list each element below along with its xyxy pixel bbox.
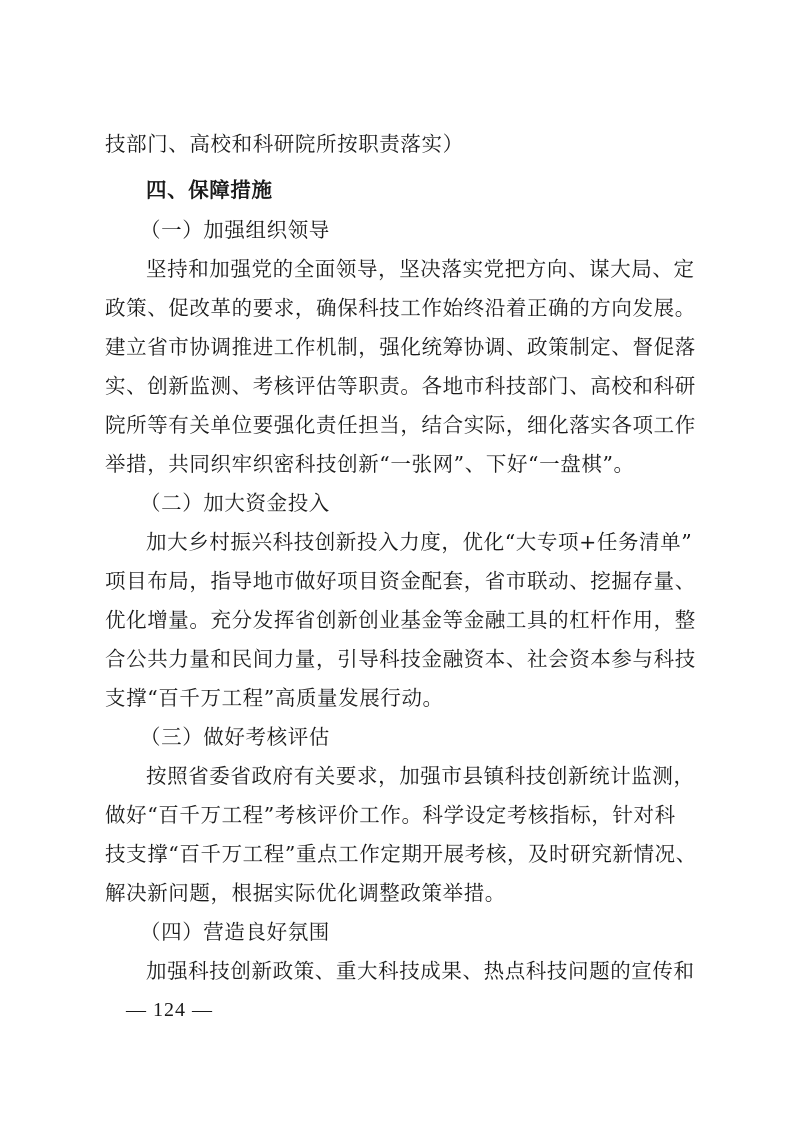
paragraph-line: 加大乡村振兴科技创新投入力度，优化“大专项+任务清单” bbox=[146, 530, 693, 554]
paragraph-line: 加强科技创新政策、重大科技成果、热点科技问题的宣传和 bbox=[146, 959, 695, 983]
paragraph-line: 举措，共同织牢织密科技创新“一张网”、下好“一盘棋”。 bbox=[105, 452, 635, 476]
paragraph-line: 院所等有关单位要强化责任担当，结合实际，细化落实各项工作 bbox=[105, 413, 696, 437]
paragraph-line: 技支撑“百千万工程”重点工作定期开展考核，及时研究新情况、 bbox=[105, 842, 697, 866]
paragraph-line: 支撑“百千万工程”高质量发展行动。 bbox=[105, 686, 444, 710]
paragraph-line: 优化增量。充分发挥省创新创业基金等金融工具的杠杆作用，整 bbox=[105, 608, 696, 632]
subsection-heading-2: （二）加大资金投入 bbox=[140, 491, 330, 515]
paragraph-line: 项目布局，指导地市做好项目资金配套，省市联动、挖掘存量、 bbox=[105, 569, 696, 593]
paragraph-continuation-line: 技部门、高校和科研院所按职责落实） bbox=[105, 132, 464, 156]
paragraph-line: 做好“百千万工程”考核评价工作。科学设定考核指标，针对科 bbox=[105, 803, 676, 827]
section-heading: 四、保障措施 bbox=[146, 178, 273, 202]
paragraph-line: 合公共力量和民间力量，引导科技金融资本、社会资本参与科技 bbox=[105, 647, 696, 671]
paragraph-line: 实、创新监测、考核评估等职责。各地市科技部门、高校和科研 bbox=[105, 374, 696, 398]
subsection-heading-1: （一）加强组织领导 bbox=[140, 218, 330, 242]
subsection-heading-4: （四）营造良好氛围 bbox=[140, 920, 330, 944]
paragraph-line: 解决新问题，根据实际优化调整政策举措。 bbox=[105, 881, 506, 905]
paragraph-line: 按照省委省政府有关要求，加强市县镇科技创新统计监测， bbox=[146, 764, 695, 788]
paragraph-line: 建立省市协调推进工作机制，强化统筹协调、政策制定、督促落 bbox=[105, 335, 696, 359]
subsection-heading-3: （三）做好考核评估 bbox=[140, 725, 330, 749]
paragraph-line: 政策、促改革的要求，确保科技工作始终沿着正确的方向发展。 bbox=[105, 296, 696, 320]
page-number: — 124 — bbox=[126, 999, 213, 1021]
paragraph-line: 坚持和加强党的全面领导，坚决落实党把方向、谋大局、定 bbox=[146, 257, 695, 281]
